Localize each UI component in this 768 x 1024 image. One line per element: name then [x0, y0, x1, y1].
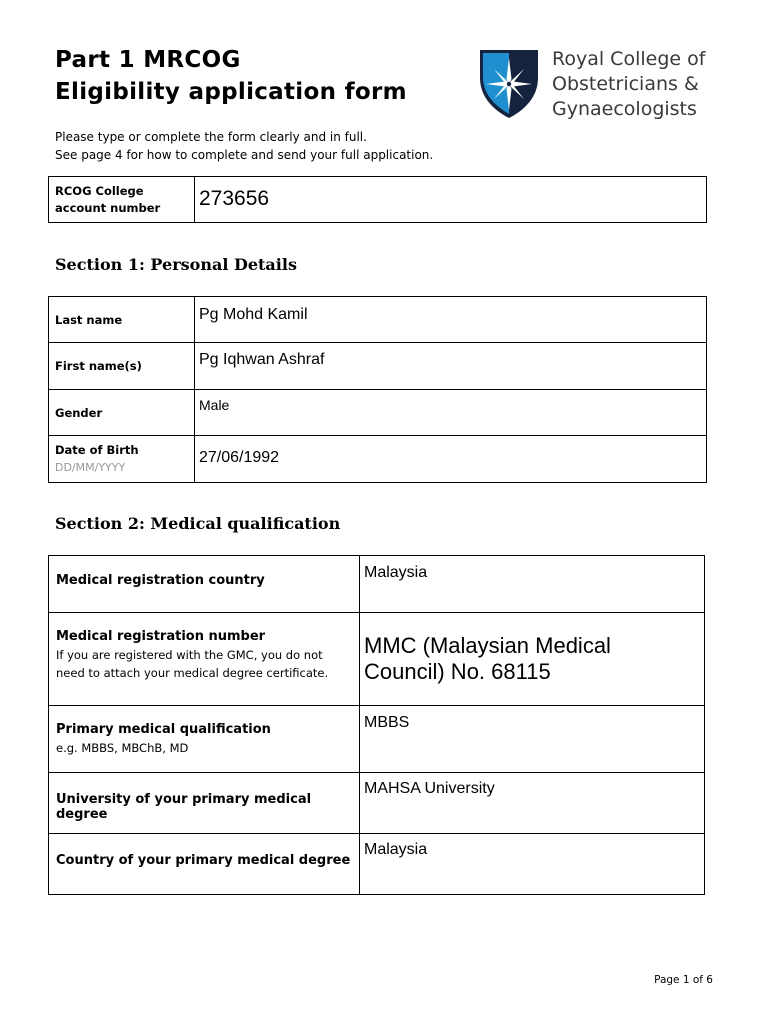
- dob-field[interactable]: 27/06/1992: [195, 436, 707, 483]
- dob-label: [49, 436, 195, 483]
- account-label-line2: account number: [55, 201, 161, 215]
- account-number-field[interactable]: 273656: [195, 177, 707, 223]
- gender-label: Gender: [49, 390, 195, 436]
- form-title-line2: Eligibility application form: [55, 79, 407, 105]
- registration-number-label-text: Medical registration number: [56, 629, 266, 644]
- degree-country-field[interactable]: Malaysia: [360, 834, 705, 895]
- page-number: Page 1 of 6: [654, 974, 713, 986]
- primary-qualification-label-text: Primary medical qualification: [56, 722, 271, 737]
- intro-text: [55, 128, 433, 164]
- account-label-line1: RCOG College: [55, 184, 144, 198]
- registration-number-value-line2: Council) No. 68115: [364, 659, 551, 684]
- intro-line1: Please type or complete the form clearly and in full.: [55, 130, 367, 144]
- medical-qualification-table: [48, 555, 705, 895]
- intro-line2: See page 4 for how to complete and send your full application.: [55, 148, 434, 162]
- last-name-label: Last name: [49, 297, 195, 343]
- dob-label-text: Date of Birth: [55, 443, 139, 457]
- org-name-line3: Gynaecologists: [552, 98, 697, 120]
- university-field[interactable]: MAHSA University: [360, 773, 705, 834]
- org-name-line2: Obstetricians &: [552, 73, 699, 95]
- registration-number-value-line1: MMC (Malaysian Medical: [364, 633, 611, 658]
- registration-number-field[interactable]: [360, 613, 705, 706]
- first-name-field[interactable]: Pg Iqhwan Ashraf: [195, 343, 707, 390]
- dob-format-hint: DD/MM/YYYY: [55, 461, 126, 474]
- gmc-note-line2: need to attach your medical degree certificate.: [56, 666, 329, 680]
- personal-details-table: [48, 296, 707, 483]
- account-label: [49, 177, 195, 223]
- gender-field[interactable]: Male: [195, 390, 707, 436]
- registration-number-label: [49, 613, 360, 706]
- form-title-line1: Part 1 MRCOG: [55, 47, 241, 73]
- primary-qualification-example: e.g. MBBS, MBChB, MD: [56, 741, 189, 755]
- university-label: University of your primary medical degree: [49, 773, 360, 834]
- section1-title: Section 1: Personal Details: [55, 255, 297, 274]
- last-name-field[interactable]: Pg Mohd Kamil: [195, 297, 707, 343]
- first-name-label: First name(s): [49, 343, 195, 390]
- rcog-star-shield-icon: [478, 48, 540, 120]
- gmc-note-line1: If you are registered with the GMC, you do not: [56, 648, 323, 662]
- org-name-line1: Royal College of: [552, 48, 706, 70]
- registration-country-label: Medical registration country: [49, 556, 360, 613]
- org-name: [552, 47, 705, 122]
- primary-qualification-field[interactable]: MBBS: [360, 706, 705, 773]
- account-table: [48, 176, 707, 223]
- section2-title: Section 2: Medical qualification: [55, 514, 341, 533]
- degree-country-label: Country of your primary medical degree: [49, 834, 360, 895]
- primary-qualification-label: [49, 706, 360, 773]
- form-title: [55, 44, 407, 108]
- registration-country-field[interactable]: Malaysia: [360, 556, 705, 613]
